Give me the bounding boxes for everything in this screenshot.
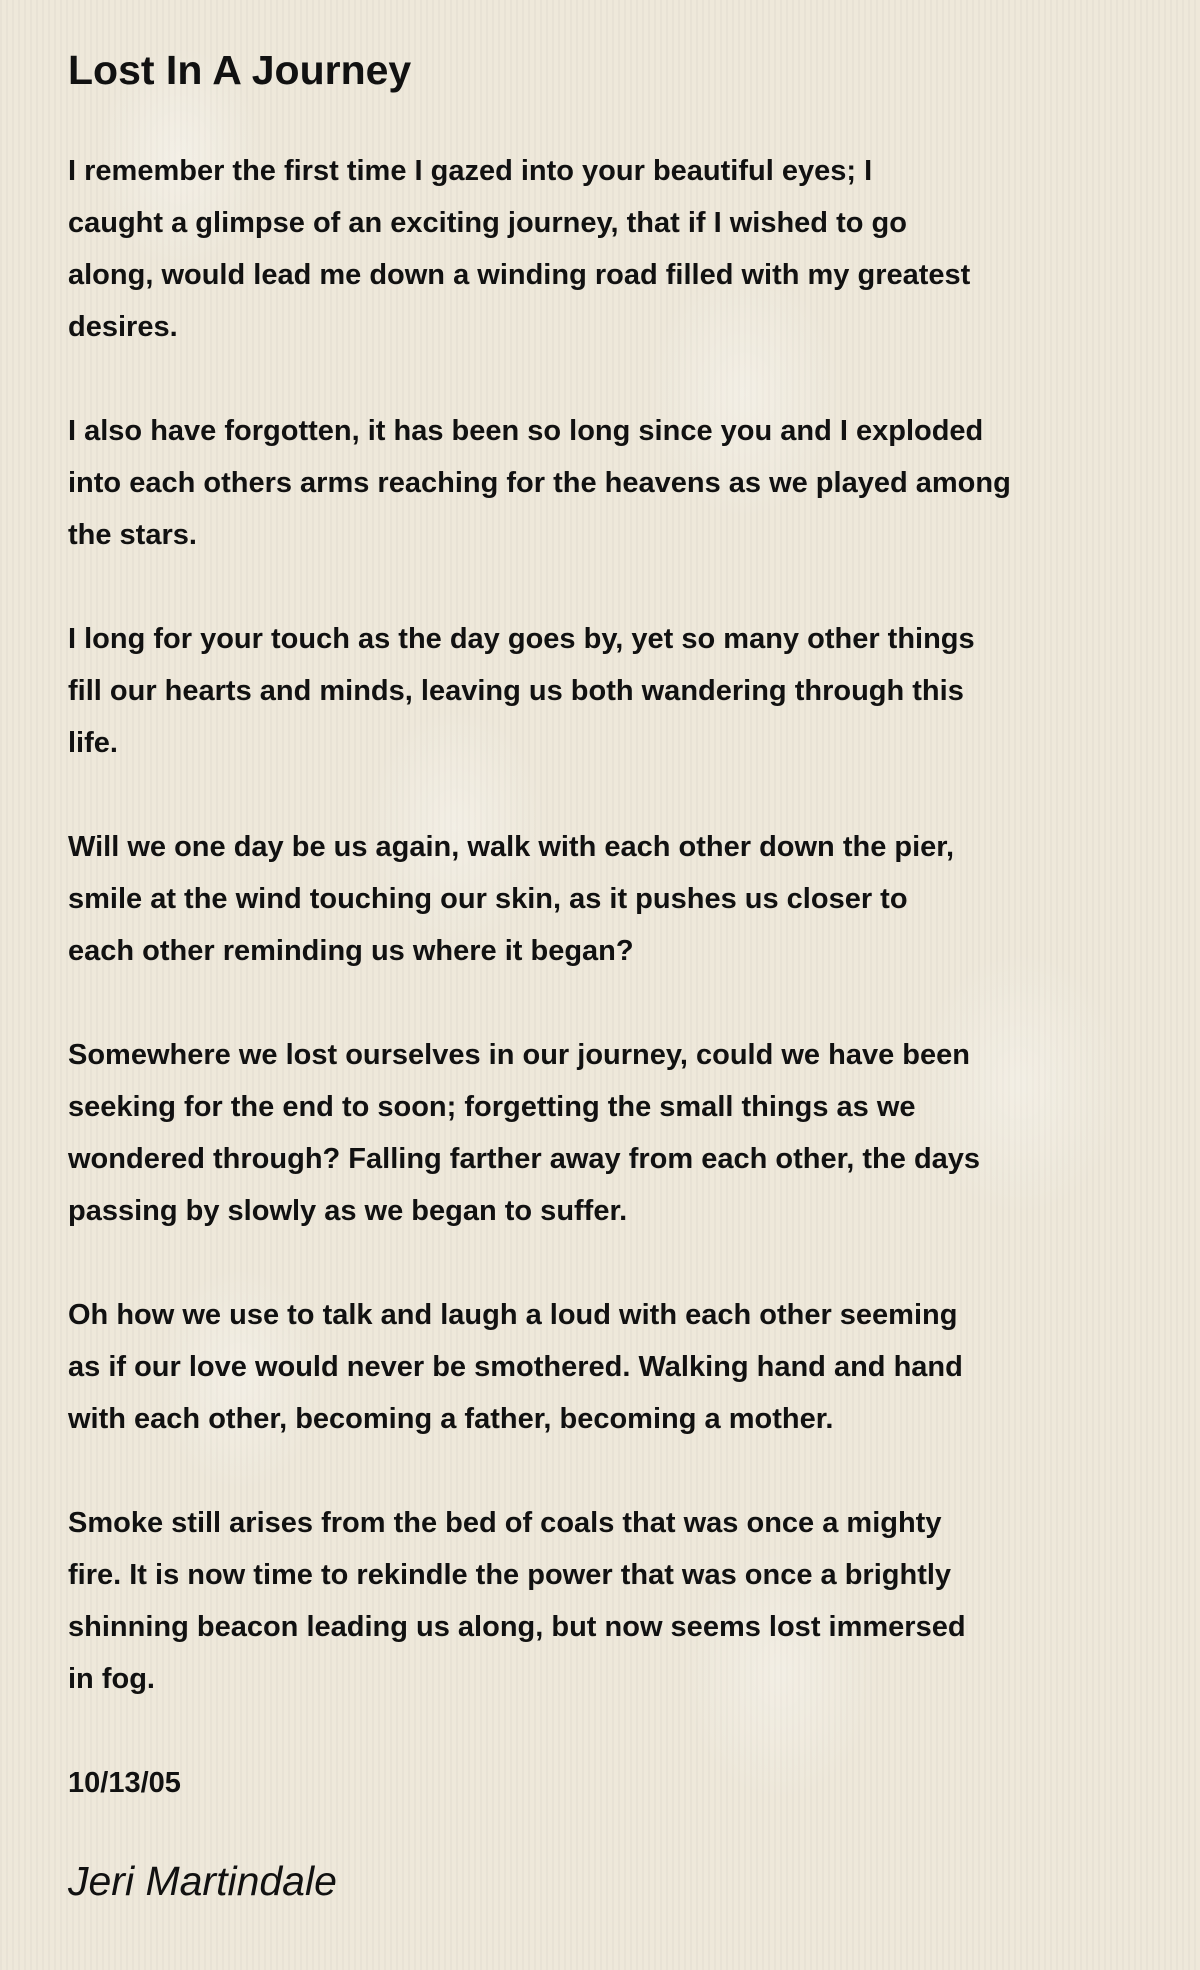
poem-title: Lost In A Journey xyxy=(68,47,412,93)
poem-stanza-1: I remember the first time I gazed into your beautiful eyes; I caught a glimpse of an exciting journey, that if I wished to go along, would lead me down a winding road filled with my greatest desires. xyxy=(68,155,971,344)
poem-date: 10/13/05 xyxy=(68,1767,181,1800)
poem-stanza-5: Somewhere we lost ourselves in our journey, could we have been seeking for the end to soon; forgetting the small things as we wondered through? Falling farther away from each other, the days passing by slowly as we began to suffer. xyxy=(68,1039,981,1228)
poem-stanza-2: I also have forgotten, it has been so long since you and I exploded into each others arms reaching for the heavens as we played among the stars. xyxy=(68,415,1011,552)
poem-stanza-7: Smoke still arises from the bed of coals that was once a mighty fire. It is now time to rekindle the power that was once a brightly shinning beacon leading us along, but now seems lost immersed in fog. xyxy=(68,1507,966,1696)
poem-stanza-3: I long for your touch as the day goes by, yet so many other things fill our hearts and minds, leaving us both wandering through this life. xyxy=(68,623,975,760)
poem-container xyxy=(68,48,1148,1906)
poem-stanza-6: Oh how we use to talk and laugh a loud with each other seeming as if our love would never be smothered. Walking hand and hand with each other, becoming a father, becoming a mother. xyxy=(68,1299,963,1436)
poem-stanza-4: Will we one day be us again, walk with each other down the pier, smile at the wind touching our skin, as it pushes us closer to each other reminding us where it began? xyxy=(68,831,955,968)
poem-author: Jeri Martindale xyxy=(68,1858,337,1905)
